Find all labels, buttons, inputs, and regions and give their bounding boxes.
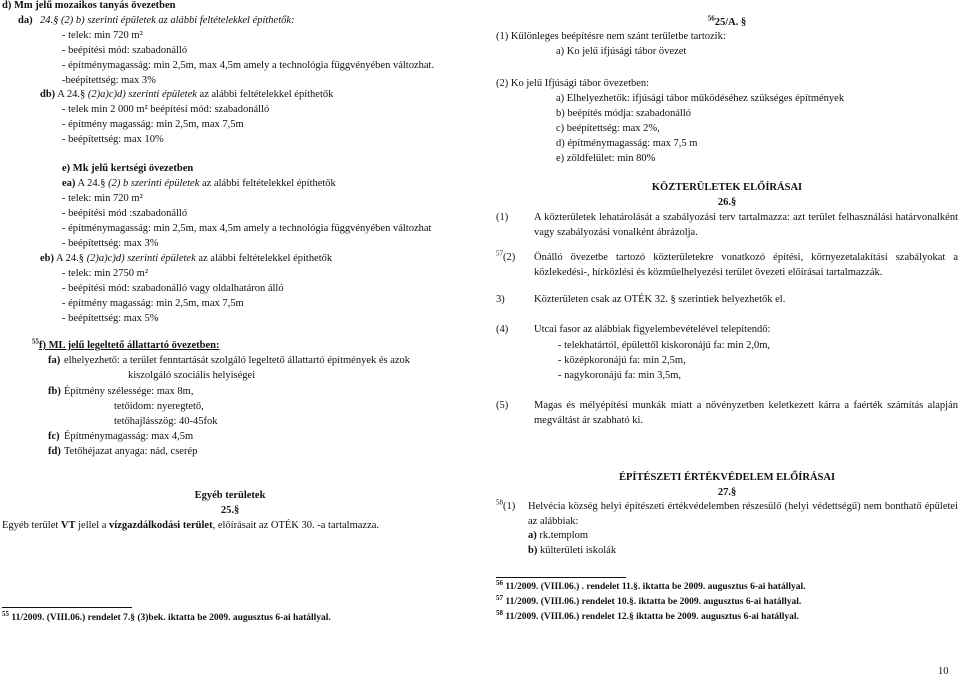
epiteszeti-title: ÉPÍTÉSZETI ÉRTÉKVÉDELEM ELŐÍRÁSAI xyxy=(618,472,836,483)
section-25a-number: 25/A. § xyxy=(714,17,747,28)
s25a-item: b) beépítés módja: szabadonálló xyxy=(556,108,691,119)
eb-line xyxy=(40,251,332,266)
e1-item-a-text: rk.templom xyxy=(536,530,589,541)
ea-item: - beépítési mód :szabadonálló xyxy=(62,208,188,219)
s25a-item: e) zöldfelület: min 80% xyxy=(556,153,656,164)
egyeb-title: Egyéb területek xyxy=(194,490,266,501)
fb-roof: tetőidom: nyeregtető, xyxy=(114,401,204,412)
k4-item: - telekhatártól, épülettől kiskoronájú fa: min 2,0m, xyxy=(558,340,770,351)
footnote-ref-57: 57 xyxy=(496,249,503,258)
footnote-ref-56: 56 xyxy=(707,14,715,23)
fa-label: fa) xyxy=(48,355,61,366)
fd-text: Tetőhéjazat anyaga: nád, cserép xyxy=(64,446,198,457)
da-item: - beépítési mód: szabadonálló xyxy=(62,45,188,56)
footnote-number: 58 xyxy=(496,608,503,617)
eb-item: - beépítettség: max 5% xyxy=(62,313,159,324)
ea-item: - építménymagasság: min 2,5m, max 4,5m amely a technológia függvényében változhat xyxy=(62,223,432,234)
e1-label: (1) xyxy=(503,501,516,512)
s25a-item: a) Elhelyezhetők: ifjúsági tábor működéséhez szükséges építmények xyxy=(556,93,845,104)
fa-text: elhelyezhető: a terület fenntartását szolgáló legeltető állattartó építmények és azok xyxy=(64,355,411,366)
footnote-text: 11/2009. (VIII.06.) rendelet 12.§ iktatta be 2009. augusztus 6-ai hatállyal. xyxy=(505,612,799,622)
egyeb-text-pre: Egyéb terület xyxy=(2,520,61,531)
e1-label-wrap xyxy=(496,499,515,514)
k2-label: (2) xyxy=(503,252,516,263)
eb-label: eb) xyxy=(40,253,54,264)
egyeb-text-mid: jellel a xyxy=(75,520,110,531)
eb-item: - telek: min 2750 m² xyxy=(62,268,148,279)
k5-text: Magas és mélyépítési munkák miatt a növényzetben keletkezett kárra a faérték számítás alapján megváltást ár szabható ki. xyxy=(534,400,958,427)
epiteszeti-number: 27.§ xyxy=(717,487,737,498)
eb-italic: (2)a)c)d) szerinti épületek xyxy=(86,253,196,264)
k5-label: (5) xyxy=(496,400,509,411)
eb-item: - építmény magasság: min 2,5m, max 7,5m xyxy=(62,298,244,309)
section-f-title: f) ML jelű legeltető állattartó övezetben: xyxy=(39,340,220,351)
k4-item: - középkoronájú fa: min 2,5m, xyxy=(558,355,686,366)
fb-label: fb) xyxy=(48,386,61,397)
section-e-heading: e) Mk jelű kertségi övezetben xyxy=(62,163,194,174)
db-italic: (2)a)c)d) szerinti épületek xyxy=(87,89,197,100)
footnote-number: 56 xyxy=(496,578,503,587)
footnote-separator xyxy=(496,577,626,578)
egyeb-text-bold: vízgazdálkodási terület xyxy=(109,520,213,531)
footnote-55 xyxy=(2,611,331,626)
section-f-heading xyxy=(32,338,219,353)
k4-item: - nagykoronájú fa: min 3,5m, xyxy=(558,370,682,381)
db-label: db) xyxy=(40,89,56,100)
k4-text: Utcai fasor az alábbiak figyelembevételével telepítendő: xyxy=(534,324,771,335)
ea-prefix: A 24.§ xyxy=(77,178,106,189)
footnote-58 xyxy=(496,610,799,625)
k3-label: 3) xyxy=(496,294,505,305)
da-label: da) xyxy=(18,15,33,26)
s25a-para-1: (1) Különleges beépítésre nem szánt területbe tartozik: xyxy=(496,31,726,42)
fb-text: Építmény szélessége: max 8m, xyxy=(64,386,194,397)
k1-label: (1) xyxy=(496,212,509,223)
db-prefix: A 24.§ xyxy=(57,89,86,100)
s25a-item: c) beépítettség: max 2%, xyxy=(556,123,660,134)
da-text: 24.§ (2) b) szerinti épületek az alábbi feltételekkel építhetők: xyxy=(40,15,295,26)
egyeb-text-vt: VT xyxy=(60,520,76,531)
footnote-number: 55 xyxy=(2,609,9,618)
e1-item-b-text: külterületi iskolák xyxy=(537,545,617,556)
fb-slope: tetőhajlásszög: 40-45fok xyxy=(114,416,218,427)
s25a-item: d) építménymagasság: max 7,5 m xyxy=(556,138,698,149)
da-item: - építménymagasság: min 2,5m, max 4,5m amely a technológia függvényében változhat. xyxy=(62,60,435,71)
ea-item: - telek: min 720 m² xyxy=(62,193,143,204)
kozteruletek-number: 26.§ xyxy=(717,197,737,208)
footnote-56 xyxy=(496,580,806,595)
db-item: - telek min 2 000 m² beépítési mód: szabadonálló xyxy=(62,104,270,115)
footnote-ref-58: 58 xyxy=(496,498,503,507)
e1-item-a-label: a) xyxy=(528,530,537,541)
db-line xyxy=(40,87,333,102)
da-item: -beépítettség: max 3% xyxy=(62,75,156,86)
fd-label: fd) xyxy=(48,446,61,457)
footnote-number: 57 xyxy=(496,593,503,602)
ea-item: - beépítettség: max 3% xyxy=(62,238,159,249)
s25a-para-2: (2) Ko jelű Ifjúsági tábor övezetben: xyxy=(496,78,650,89)
page-number: 10 xyxy=(938,666,949,677)
e1-text: Helvécia község helyi építészeti értékvédelemben részesülő (helyi védettségű) nem bonthatő épületei az alábbiak: xyxy=(528,501,958,528)
db-item: - beépítettség: max 10% xyxy=(62,134,164,145)
eb-prefix: A 24.§ xyxy=(56,253,85,264)
fc-text: Építménymagasság: max 4,5m xyxy=(64,431,194,442)
egyeb-text-post: , előírásait az OTÉK 30. -a tartalmazza. xyxy=(212,520,380,531)
k3-text: Közterületen csak az OTÉK 32. § szerintiek helyezhetők el. xyxy=(534,294,786,305)
egyeb-text xyxy=(2,518,379,533)
s25a-para-1a: a) Ko jelű ifjúsági tábor övezet xyxy=(556,46,687,57)
k2-label-wrap xyxy=(496,250,515,265)
k4-label: (4) xyxy=(496,324,509,335)
footnote-57 xyxy=(496,595,801,610)
db-suffix: az alábbi feltételekkel építhetők xyxy=(199,89,334,100)
k1-text: A közterületek lehatárolását a szabályozási terv tartalmazza: azt terület felhasználási határvonalként vagy szabályozási vonalként ábrázolja. xyxy=(534,212,958,239)
db-item: - építmény magasság: min 2,5m, max 7,5m xyxy=(62,119,244,130)
footnote-separator xyxy=(2,607,132,608)
section-d-heading: d) Mm jelű mozaikos tanyás övezetben xyxy=(2,0,176,11)
eb-item: - beépítési mód: szabadonálló vagy oldalhatáron álló xyxy=(62,283,284,294)
fc-label: fc) xyxy=(48,431,60,442)
k2-text: Önálló övezetbe tartozó közterületekre vonatkozó építési, környezetalakítási szabályokat a közlekedési-, hírközlési és közműelhelyezési terület övezeti előírásai tartalmazzák. xyxy=(534,252,958,279)
egyeb-number: 25.§ xyxy=(220,505,240,516)
ea-italic: (2) b szerinti épületek xyxy=(108,178,200,189)
e1-item-b xyxy=(528,543,616,558)
ea-line xyxy=(62,176,336,191)
e1-item-a xyxy=(528,528,588,543)
da-item: - telek: min 720 m² xyxy=(62,30,143,41)
eb-suffix: az alábbi feltételekkel építhetők xyxy=(198,253,333,264)
footnote-text: 11/2009. (VIII.06.) rendelet 10.§. iktatta be 2009. augusztus 6-ai hatállyal. xyxy=(505,597,802,607)
fa-text-cont: kiszolgáló szociális helyiségei xyxy=(128,370,256,381)
footnote-ref-55: 55 xyxy=(32,337,39,346)
e1-item-b-label: b) xyxy=(528,545,538,556)
ea-suffix: az alábbi feltételekkel építhetők xyxy=(202,178,336,189)
kozteruletek-title: KÖZTERÜLETEK ELŐÍRÁSAI xyxy=(651,182,803,193)
footnote-text: 11/2009. (VIII.06.) rendelet 7.§ (3)bek. iktatta be 2009. augusztus 6-ai hatállyal. xyxy=(11,613,331,623)
footnote-text: 11/2009. (VIII.06.) . rendelet 11.§. iktatta be 2009. augusztus 6-ai hatállyal. xyxy=(505,582,806,592)
ea-label: ea) xyxy=(62,178,76,189)
